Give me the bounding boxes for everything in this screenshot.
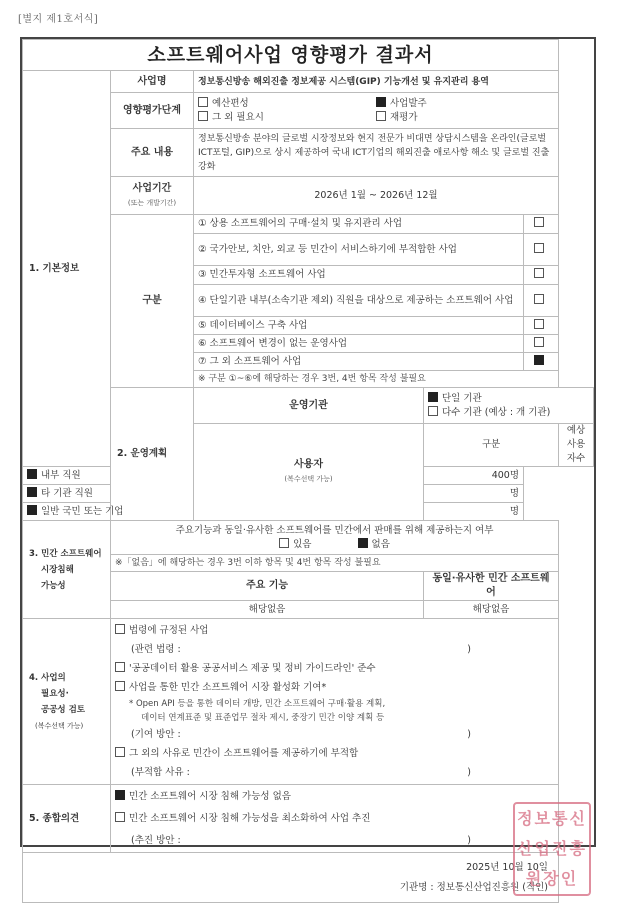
- contrib-note-2: 데이터 연계표준 및 표준업무 절차 제시, 중장기 민간 이양 계획 등: [141, 713, 385, 723]
- contrib-note: * Open API 등을 통한 데이터 개방, 민간 소프트웨어 구매·활용 계획,: [129, 699, 386, 709]
- checkbox-icon: [115, 662, 125, 672]
- category-checkbox-5[interactable]: [524, 317, 559, 335]
- project-name-label: 사업명: [111, 71, 194, 93]
- option-yes[interactable]: 있음: [279, 539, 311, 550]
- section1-label: 1. 기본정보: [23, 71, 111, 467]
- users-row-other-org[interactable]: 타 기관 직원: [23, 485, 194, 503]
- checkbox-icon: [534, 319, 544, 329]
- checkbox-icon: [198, 97, 208, 107]
- org-option-single[interactable]: 단일 기관: [428, 392, 589, 406]
- users-row-public[interactable]: 일반 국민 또는 기업: [23, 503, 194, 521]
- checkbox-icon: [534, 294, 544, 304]
- form-label: [별지 제1호서식]: [18, 14, 99, 25]
- content-label: 주요 내용: [111, 129, 194, 177]
- checkbox-icon: [115, 681, 125, 691]
- checkbox-checked-icon: [27, 469, 37, 479]
- market-question: 주요기능과 동일·유사한 소프트웨어를 민간에서 판매를 위해 제공하는지 여부: [175, 524, 494, 536]
- category-checkbox-2[interactable]: [524, 234, 559, 266]
- users-row-internal[interactable]: 내부 직원: [23, 467, 194, 485]
- stage-option-other[interactable]: 그 외 필요시: [198, 111, 376, 125]
- need-item-contrib[interactable]: 사업을 통한 민간 소프트웨어 시장 활성화 기여*: [115, 678, 554, 697]
- section2-label: 2. 운영계획: [111, 388, 194, 521]
- similar-sw-header: 동일·유사한 민간 소프트웨어: [424, 572, 559, 601]
- category-item-7: ⑦ 그 외 소프트웨어 사업: [194, 353, 524, 371]
- users-label: 사용자 (복수선택 가능): [194, 424, 424, 521]
- checkbox-icon: [198, 111, 208, 121]
- feature-value: 해당없음: [111, 601, 424, 619]
- category-item-2: ② 국가안보, 치안, 외교 등 민간이 서비스하기에 부적합한 사업: [194, 234, 524, 266]
- section5-label: 5. 종합의견: [23, 785, 111, 853]
- checkbox-icon: [428, 406, 438, 416]
- category-label: 구분: [111, 215, 194, 388]
- law-field[interactable]: (관련 법령 : ): [131, 644, 471, 655]
- official-seal-stamp: 정보통신 산업진흥 원장인: [513, 802, 591, 896]
- category-checkbox-6[interactable]: [524, 335, 559, 353]
- plan-field[interactable]: (추진 방안 : ): [131, 834, 471, 846]
- period-label: 사업기간 (또는 개발기간): [111, 177, 194, 215]
- category-checkbox-4[interactable]: [524, 285, 559, 317]
- category-note: ※ 구분 ①~⑥에 해당하는 경우 3번, 4번 항목 작성 불필요: [194, 371, 559, 388]
- stage-option-order[interactable]: 사업발주: [376, 97, 554, 111]
- org-option-multi[interactable]: 다수 기관 (예상 : 개 기관): [428, 406, 589, 420]
- option-no[interactable]: 없음: [358, 539, 390, 550]
- category-item-1: ① 상용 소프트웨어의 구매·설치 및 유지관리 사업: [194, 215, 524, 234]
- project-name: 정보통신방송 해외진출 정보제공 시스템(GIP) 기능개선 및 유지관리 용역: [194, 71, 559, 93]
- sign-date: 2025년 10월 10일: [466, 861, 548, 873]
- category-item-3: ③ 민간투자형 소프트웨어 사업: [194, 266, 524, 285]
- category-item-6: ⑥ 소프트웨어 변경이 없는 운영사업: [194, 335, 524, 353]
- users-count-other-org: 명: [424, 485, 524, 503]
- checkbox-icon: [534, 217, 544, 227]
- need-item-law[interactable]: 법령에 규정된 사업: [115, 621, 554, 640]
- checkbox-icon: [534, 337, 544, 347]
- period-value: 2026년 1월 ~ 2026년 12월: [194, 177, 559, 215]
- reason-field[interactable]: (부적합 사유 : ): [131, 767, 471, 778]
- checkbox-icon: [534, 243, 544, 253]
- stage-label: 영향평가단계: [111, 93, 194, 129]
- users-count-internal: 400명: [424, 467, 524, 485]
- checkbox-checked-icon: [115, 790, 125, 800]
- checkbox-icon: [115, 812, 125, 822]
- stage-option-reassess[interactable]: 재평가: [376, 111, 554, 125]
- checkbox-checked-icon: [27, 505, 37, 515]
- org-label: 운영기관: [194, 388, 424, 424]
- section3-label: 3. 민간 소프트웨어 시장침해 가능성: [23, 521, 111, 619]
- contrib-field[interactable]: (기여 방안 : ): [131, 729, 471, 740]
- checkbox-checked-icon: [27, 487, 37, 497]
- category-checkbox-7[interactable]: [524, 353, 559, 371]
- checkbox-icon: [115, 624, 125, 634]
- category-checkbox-1[interactable]: [524, 215, 559, 234]
- category-item-5: ⑤ 데이터베이스 구축 사업: [194, 317, 524, 335]
- checkbox-checked-icon: [534, 355, 544, 365]
- category-item-4: ④ 단일기관 내부(소속기관 제외) 직원을 대상으로 제공하는 소프트웨어 사업: [194, 285, 524, 317]
- checkbox-icon: [279, 538, 289, 548]
- checkbox-icon: [115, 747, 125, 757]
- opinion-minimize[interactable]: 민간 소프트웨어 시장 침해 가능성을 최소화하여 사업 추진: [115, 808, 554, 830]
- users-header-count: 예상 사용자수: [559, 424, 594, 467]
- need-item-guideline[interactable]: '공공데이터 활용 공공서비스 제공 및 정비 가이드라인' 준수: [115, 659, 554, 678]
- sign-org: 기관명 : 정보통신산업진흥원 (직인): [399, 881, 548, 893]
- category-checkbox-3[interactable]: [524, 266, 559, 285]
- stage-option-budget[interactable]: 예산편성: [198, 97, 376, 111]
- opinion-no-infringe[interactable]: 민간 소프트웨어 시장 침해 가능성 없음: [115, 786, 554, 808]
- feature-header: 주요 기능: [111, 572, 424, 601]
- market-note: ※「없음」에 해당하는 경우 3번 이하 항목 및 4번 항목 작성 불필요: [111, 555, 559, 572]
- checkbox-checked-icon: [428, 392, 438, 402]
- checkbox-icon: [376, 111, 386, 121]
- checkbox-icon: [534, 268, 544, 278]
- need-item-other[interactable]: 그 외의 사유로 민간이 소프트웨어를 제공하기에 부적합: [115, 744, 554, 763]
- similar-sw-value: 해당없음: [424, 601, 559, 619]
- checkbox-checked-icon: [358, 538, 368, 548]
- users-count-public: 명: [424, 503, 524, 521]
- content-text: 정보통신방송 분야의 글로벌 시장정보와 현지 전문가 비대면 상담시스템을 온라인(글로벌ICT포털, GIP)으로 상시 제공하여 국내 ICT기업의 해외진출 애로사항 해소 및 글로벌 진출 강화: [194, 129, 559, 177]
- section4-label: 4. 사업의 필요성· 공공성 검토 (복수선택 가능): [23, 619, 111, 785]
- page-title: 소프트웨어사업 영향평가 결과서: [23, 40, 559, 71]
- checkbox-checked-icon: [376, 97, 386, 107]
- users-header-category: 구분: [424, 424, 559, 467]
